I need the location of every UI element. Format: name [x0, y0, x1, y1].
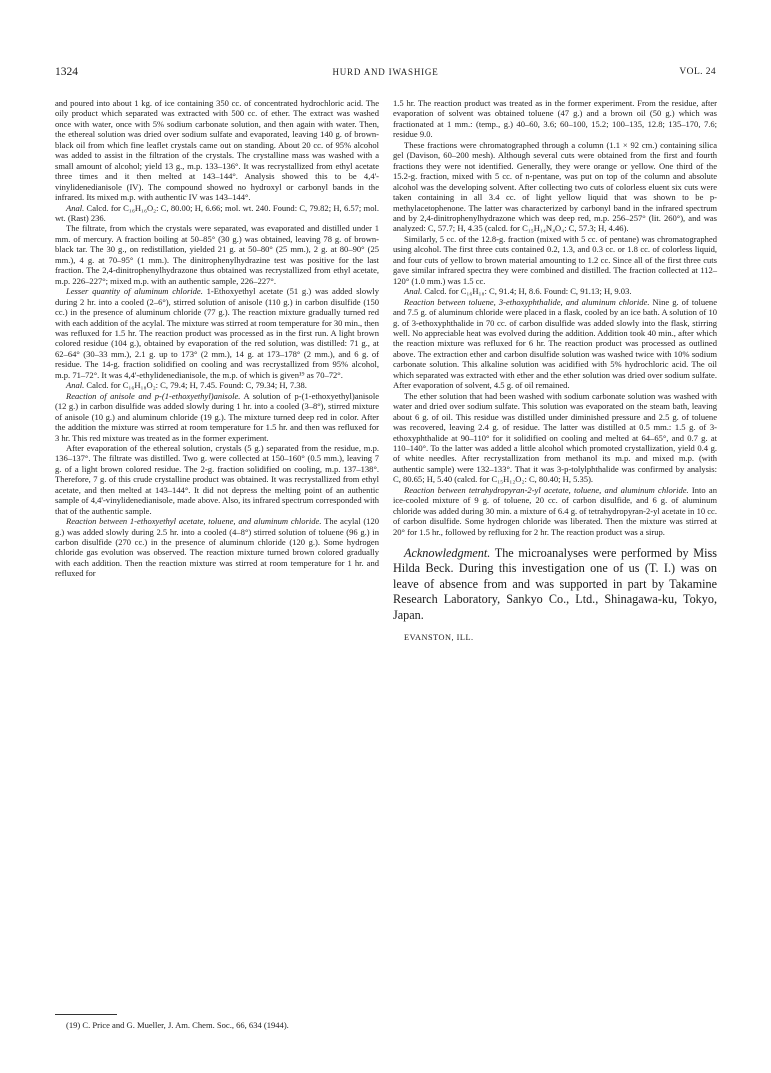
footnotes — [55, 1020, 385, 1030]
paragraph: The ether solution that had been washed with sodium carbonate solution was washed with water and dried over sodium sulfate. This solution was evaporated on the steam bath, leaving about 6 g. of oil. This residue was distilled under diminished pressure and 2.5 g. of toluene was recovered, leaving 2.4 g. of residue. The latter was distilled at 0.5 mm.: 1.5 g. of 3-ethoxyphthalide at 90–110° for it solidified on cooling and melted at 64–65°, and 0.7 g. at 110–140°. To the latter was added a little alcohol which promoted crystallization, yield 0.4 g. of white needles. After recrystallization from methanol its m.p. and mixed m.p. (with authentic sample) were 132–133°. That it was 3-p-tolylphthalide was confirmed by analysis: C, 80.65; H, 5.40 (calcd. for C₁₅H₁₂O₂: C, 80.40; H, 5.35). — [393, 390, 717, 485]
footnote-divider — [55, 1014, 117, 1015]
running-title: HURD AND IWASHIGE — [332, 67, 439, 77]
left-column — [55, 98, 379, 579]
analysis-text: Calcd. for C₁₆H₁₆O₂: C, 80.00; H, 6.66; mol. wt. 240. Found: C, 79.82; H, 6.57; mol. wt. (Rast) 236. — [55, 202, 379, 223]
section-heading: Reaction of anisole and p-(1-ethoxyethyl)anisole. — [66, 390, 241, 401]
paragraph-text: The acylal (120 g.) was added slowly during 2.5 hr. into a cooled (4–8°) stirred solution of toluene (96 g.) in carbon disulfide (270 cc.) in the presence of aluminum chloride (120 g.). Some hydrogen chloride gas evolution was observed. The reaction mixture turned brown colored gradually with each addition. Then the reaction mixture was stirred at room temperature for 1 hr. and refluxed for — [55, 516, 379, 579]
analysis-paragraph — [55, 203, 379, 224]
analysis-text: Calcd. for C₁₆H₁₈O₂: C, 79.4; H, 7.45. Found: C, 79.34; H, 7.38. — [84, 380, 307, 391]
experiment-paragraph — [55, 286, 379, 380]
section-heading: Reaction between toluene, 3-ethoxyphthalide, and aluminum chloride. — [404, 296, 650, 307]
analysis-paragraph — [55, 380, 379, 390]
analysis-paragraph — [393, 286, 717, 296]
analysis-text: Calcd. for C₁₆H₁₈: C, 91.4; H, 8.6. Found: C, 91.13; H, 9.03. — [422, 286, 632, 297]
paragraph: After evaporation of the ethereal solution, crystals (5 g.) separated from the residue, m.p. 136–137°. The filtrate was distilled. Two g. were collected at 150–160° (0.5 mm.), leaving 7 g. of a light brown colored residue. The 2-g. fraction solidified on cooling, m.p. 137–138°. Therefore, 7 g. of this crude crystalline product was obtained. It was recrystallized from ethyl acetate, and then melted at 143–144°. It did not depress the melting point of an authentic sample of 4,4'-vinylidenedianisole, made above. Also, its infrared spectrum corresponded with that of the authentic sample. — [55, 442, 379, 516]
acknowledgment-text: The microanalyses were performed by Miss Hilda Beck. During this investigation one of us (T. I.) was on leave of absence from and was supported in part by Takamine Research Laboratory, Sankyo Co., Ltd., Shinagawa-ku, Tokyo, Japan. — [393, 546, 717, 622]
paragraph-text: Nine g. of toluene and 7.5 g. of aluminum chloride were placed in a flask, cooled by an ice bath. A solution of 10 g. of 3-ethoxyphthalide in 70 cc. of carbon disulfide was added slowly into the flask, stirring well. No appreciable heat was evolved during the addition. Addition took 40 min., after which the reaction mixture was refluxed for 6 hr. The reaction product was processed as outlined above. The extraction ether and carbon disulfide solution was washed twice with 10% sodium carbonate solution. This alkaline solution was acidified with 5% hydrochloric acid. The oil which separated was extracted with ether and the ether solution was dried over sodium sulfate. After evaporation of solvent, 4.5 g. of oil remained. — [393, 296, 717, 391]
section-heading: Reaction between 1-ethoxyethyl acetate, toluene, and aluminum chloride. — [66, 516, 322, 527]
paragraph: The filtrate, from which the crystals were separated, was evaporated and distilled under 1 mm. of mercury. A fraction boiling at 50–85° (30 g.) was obtained, leaving 78 g. of brown-black tar. The 30 g., on redistillation, yielded 21 g. at 50–80° (25 mm.), 2 g. at 80–90° (25 mm.), 4 g. at 70–95° (1 mm.). The dinitrophenylhydrazine test was positive for the last fraction. The 2,4-dinitrophenylhydrazone thus obtained was recrystallized from ethyl acetate, m.p. 226–227°; mixed m.p. with an authentic sample, 226–227°. — [55, 223, 379, 286]
paragraph-text: A solution of p-(1-ethoxyethyl)anisole (12 g.) in carbon disulfide was added slowly during 1 hr. into a cooled (3–8°), stirred mixture of anisole (10 g.) and aluminum chloride (19 g.). The mixture turned deep red in color. After the addition the mixture was stirred at room temperature for 1.5 hr. and then was refluxed for 3 hr. This red mixture was treated as in the former experiment. — [55, 390, 379, 443]
section-heading: Reaction between tetrahydropyran-2-yl acetate, toluene, and aluminum chloride. — [404, 484, 689, 495]
acknowledgment-heading: Acknowledgment. — [404, 546, 491, 561]
paragraph: Similarly, 5 cc. of the 12.8-g. fraction (mixed with 5 cc. of pentane) was chromatographed using alcohol. The first three cuts contained 0.2, 1.3, and 0.3 cc. or 1.8 cc. of colorless liquid, and four cuts of yellow to brown material amounting to 1.2 cc. Since all of the first three cuts gave similar infrared spectra they were combined and distilled. The fraction collected at 112–120° (1.0 mm.) was 1.5 cc. — [393, 233, 717, 286]
anal-label: Anal. — [404, 286, 423, 297]
footnote-19: (19) C. Price and G. Mueller, J. Am. Chem. Soc., 66, 634 (1944). — [66, 1020, 289, 1030]
paragraph: These fractions were chromatographed through a column (1.1 × 92 cm.) containing silica gel (Davison, 60–200 mesh). Although several cuts were obtained from the first and fourth fractions they were not identified. Generally, they were orange or yellow. One third of the 15.2-g. fraction, mixed with 5 cc. of n-pentane, was put on top of the column and absolute alcohol was the developing solvent. After collecting two cuts of colorless eluent six cuts were taken containing in all 3.4 cc. of light yellow liquid that was shown to be p-methylacetophenone. The latter was characterized by carbonyl band in the infrared spectrum and by 2,4-dinitrophenylhydrazone which was deep red, m.p. 256–257° (lit. 260°), and was analyzed: C, 57.7; H, 4.35 (calcd. for C₁₅H₁₄N₄O₄: C, 57.3; H, 4.46). — [393, 139, 717, 234]
page-header — [55, 66, 716, 82]
right-column — [393, 98, 717, 644]
experiment-paragraph — [393, 297, 717, 391]
paragraph: 1.5 hr. The reaction product was treated as in the former experiment. From the residue, after evaporation of solvent was obtained toluene (47 g.) and a brown oil (50 g.) which was fractionated at 1 mm.: (temp., g.) 40–60, 3.6; 60–100, 15.2; 100–135, 12.8; 135–170, 7.6; residue 9.0. — [393, 98, 717, 140]
anal-label: Anal. — [66, 202, 85, 213]
experiment-paragraph — [393, 485, 717, 537]
paragraph: and poured into about 1 kg. of ice containing 350 cc. of concentrated hydrochloric acid. The oily product which separated was extracted with 500 cc. of ether. The extract was washed once with water, once with 5% sodium carbonate solution, and then again with water. Then, the ethereal solution was dried over sodium sulfate and evaporated, leaving 140 g. of brown-black oil from which fine leaflet crystals came out on standing. About 20 cc. of 95% alcohol was added to assist in the filtration of the crystals. The crystalline mass was washed with a small amount of alcohol; yield 13 g., m.p. 133–136°. It was recrystallized from ethyl acetate three times and it then melted at 143–144°. Analysis showed this to be 4,4'-vinylidenedianisole (IV). The compound showed no hydroxyl or carbonyl bands in the infrared. Its mixed m.p. with authentic IV was 143–144°. — [55, 98, 379, 203]
paragraph-text: 1-Ethoxyethyl acetate (51 g.) was added slowly during 2 hr. into a cooled (2–6°), stirred solution of anisole (110 g.) in carbon disulfide (150 cc.) in the presence of aluminum chloride (77 g.). The reaction mixture gradually turned red with each addition of the acylal. The mixture was stirred at room temperature for 30 min., then was refluxed for 1.5 hr. The reaction product was processed as in the first run. A light brown colored residue (104 g.), obtained by evaporation of the red solution, was distilled: 71 g., at 62–64° (30–33 mm.), 2.1 g. up to 173° (2 mm.), 14 g. at 173–178° (2 mm.), and 6 g. of residue. The 14-g. fraction solidified on cooling and was recrystallized from 95% alcohol, m.p. 71–72°. It was 4,4'-ethylidenedianisole, the m.p. of which is given¹⁹ as 70–72°. — [55, 286, 379, 380]
anal-label: Anal. — [66, 380, 85, 391]
section-heading: Lesser quantity of aluminum chloride. — [66, 286, 203, 297]
experiment-paragraph — [55, 516, 379, 579]
volume-label: VOL. 24 — [679, 67, 716, 77]
page-number: 1324 — [55, 66, 78, 78]
experiment-paragraph — [55, 391, 379, 443]
acknowledgment — [393, 546, 717, 623]
institution-location: EVANSTON, ILL. — [404, 633, 474, 643]
paragraph-text: Into an ice-cooled mixture of 9 g. of toluene, 20 cc. of carbon disulfide, and 6 g. of aluminum chloride was added during 30 min. a mixture of 6.4 g. of tetrahydropyran-2-yl acetate in 10 cc. of carbon disulfide. Some hydrogen chloride was liberated. Then the mixture was stirred at 20° for 1.5 hr., followed by refluxing for 2 hr. The reaction product was a sirup. — [393, 484, 717, 537]
